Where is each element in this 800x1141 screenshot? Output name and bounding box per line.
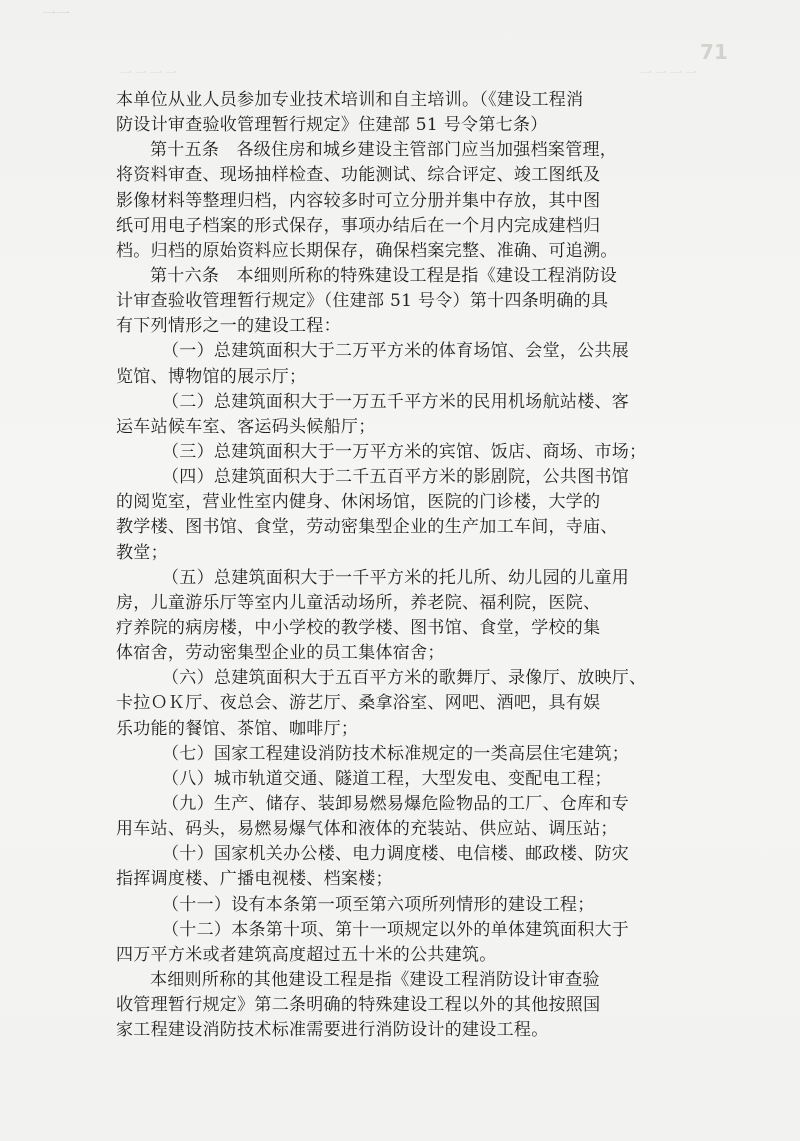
- list-item-8: （八）城市轨道交通、隧道工程，大型发电、变配电工程；: [162, 768, 612, 789]
- text-line: 览馆、博物馆的展示厅；: [116, 366, 307, 387]
- text-line: 体宿舍，劳动密集型企业的员工集体宿舍；: [116, 643, 445, 664]
- document-body: [116, 88, 706, 1043]
- list-item-11: （十一）设有本条第一项至第六项所列情形的建设工程；: [162, 894, 595, 915]
- text-line: 用车站、码头，易燃易爆气体和液体的充装站、供应站、调压站；: [116, 819, 618, 840]
- text-line: 纸可用电子档案的形式保存，事项办结后在一个月内完成建档归: [116, 215, 601, 236]
- article-15-heading-line: 第十五条 各级住房和城乡建设主管部门应当加强档案管理，: [150, 140, 618, 161]
- bleed-through-line-left: 一一一一: [120, 66, 181, 80]
- bleed-through-line-right: 一一一一: [640, 66, 701, 80]
- article-16-heading-line: 第十六条 本细则所称的特殊建设工程是指《建设工程消防设: [150, 265, 618, 286]
- list-item-7: （七）国家工程建设消防技术标准规定的一类高层住宅建筑；: [162, 743, 630, 764]
- text-line: 教学楼、图书馆、食堂，劳动密集型企业的生产加工车间，寺庙、: [116, 517, 618, 538]
- list-item-4: （四）总建筑面积大于二千五百平方米的影剧院，公共图书馆: [162, 467, 630, 488]
- list-item-2: （二）总建筑面积大于一万五千平方米的民用机场航站楼、客: [162, 391, 630, 412]
- list-item-6: （六）总建筑面积大于五百平方米的歌舞厅、录像厅、放映厅、: [162, 668, 647, 689]
- text-line: 乐功能的餐馆、茶馆、咖啡厅；: [116, 718, 359, 739]
- text-line: 防设计审查验收管理暂行规定》住建部 51 号令第七条）: [116, 115, 548, 136]
- text-line: 将资料审查、现场抽样检查、功能测试、综合评定、竣工图纸及: [116, 165, 601, 186]
- list-item-12: （十二）本条第十项、第十一项规定以外的单体建筑面积大于: [162, 919, 630, 940]
- text-line: 指挥调度楼、广播电视楼、档案楼；: [116, 869, 393, 890]
- text-line: 档。归档的原始资料应长期保存，确保档案完整、准确、可追溯。: [116, 240, 618, 261]
- text-line: 家工程建设消防技术标准需要进行消防设计的建设工程。: [116, 1020, 549, 1041]
- bleed-through-mark-top-left: 一一: [42, 7, 70, 23]
- list-item-3: （三）总建筑面积大于一万平方米的宾馆、饭店、商场、市场；: [162, 441, 647, 462]
- list-item-1: （一）总建筑面积大于二万平方米的体育场馆、会堂，公共展: [162, 341, 630, 362]
- text-line: 疗养院的病房楼，中小学校的教学楼、图书馆、食堂，学校的集: [116, 617, 601, 638]
- list-item-9: （九）生产、储存、装卸易燃易爆危险物品的工厂、仓库和专: [162, 793, 630, 814]
- text-line: 的阅览室，营业性室内健身、休闲场馆，医院的门诊楼，大学的: [116, 492, 601, 513]
- text-line: 房，儿童游乐厅等室内儿童活动场所，养老院、福利院，医院、: [116, 592, 601, 613]
- text-line: 影像材料等整理归档，内容较多时可立分册并集中存放，其中图: [116, 190, 601, 211]
- list-item-5: （五）总建筑面积大于一千平方米的托儿所、幼儿园的儿童用: [162, 567, 630, 588]
- text-line: 计审查验收管理暂行规定》（住建部 51 号令）第十四条明确的具: [116, 291, 609, 312]
- closing-paragraph-line: 本细则所称的其他建设工程是指《建设工程消防设计审查验: [150, 969, 600, 990]
- text-line: 收管理暂行规定》第二条明确的特殊建设工程以外的其他按照国: [116, 995, 601, 1016]
- text-line: 卡拉ＯＫ厅、夜总会、游艺厅、桑拿浴室、网吧、酒吧，具有娱: [116, 693, 601, 714]
- text-line: 有下列情形之一的建设工程：: [116, 316, 341, 337]
- bleed-through-mark-top-right: 71: [700, 40, 728, 64]
- text-line: 四万平方米或者建筑高度超过五十米的公共建筑。: [116, 944, 497, 965]
- text-line: 教堂；: [116, 542, 168, 563]
- text-line: 运车站候车室、客运码头候船厅；: [116, 416, 376, 437]
- list-item-10: （十）国家机关办公楼、电力调度楼、电信楼、邮政楼、防灾: [162, 844, 630, 865]
- text-line: 本单位从业人员参加专业技术培训和自主培训。（《建设工程消: [116, 90, 584, 110]
